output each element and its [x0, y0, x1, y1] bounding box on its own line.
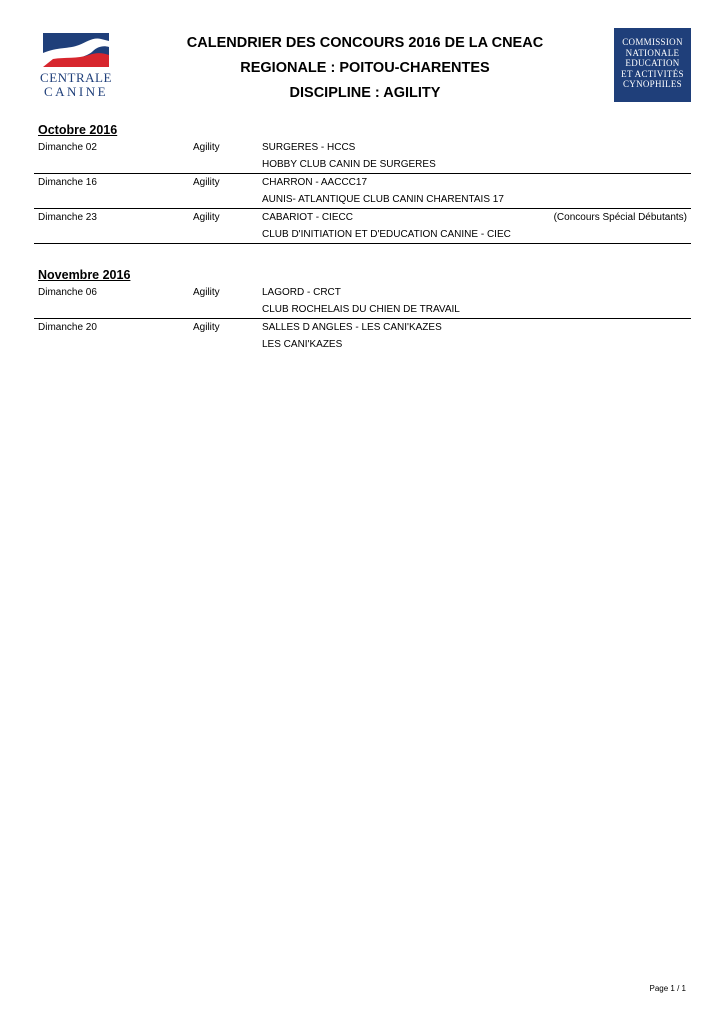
event-club: CLUB ROCHELAIS DU CHIEN DE TRAVAIL: [262, 304, 460, 315]
event-row: [34, 209, 691, 226]
month-heading-november: Novembre 2016: [38, 268, 131, 282]
cneac-line-3: EDUCATION: [625, 58, 680, 69]
event-date: Dimanche 16: [38, 177, 97, 188]
event-location: CABARIOT - CIECC: [262, 212, 353, 223]
title-line-3: DISCIPLINE : AGILITY: [289, 85, 441, 101]
cneac-line-4: ET ACTIVITÉS: [621, 68, 684, 79]
event-note: (Concours Spécial Débutants): [553, 212, 687, 223]
event-row: [34, 301, 691, 318]
event-row: [34, 174, 691, 191]
event-entry: [34, 284, 691, 319]
event-club: LES CANI'KAZES: [262, 339, 343, 350]
event-location: SALLES D ANGLES - LES CANI'KAZES: [262, 322, 442, 333]
dog-emblem-icon: [43, 33, 109, 67]
event-row: [34, 226, 691, 243]
event-club: AUNIS- ATLANTIQUE CLUB CANIN CHARENTAIS 17: [262, 194, 504, 205]
logo-line-1: CENTRALE: [40, 70, 112, 85]
cneac-line-1: COMMISSION: [622, 37, 683, 47]
event-entry: [34, 319, 691, 353]
event-discipline: Agility: [193, 212, 220, 223]
event-club: HOBBY CLUB CANIN DE SURGERES: [262, 159, 436, 170]
event-entry: [34, 209, 691, 244]
event-club: CLUB D'INITIATION ET D'EDUCATION CANINE - CIEC: [262, 229, 511, 240]
logo-line-2: CANINE: [43, 84, 109, 99]
event-row: [34, 336, 691, 353]
event-entry: [34, 139, 691, 174]
logo-wordmark: [40, 71, 112, 99]
event-discipline: Agility: [193, 322, 220, 333]
event-location: LAGORD - CRCT: [262, 287, 341, 298]
event-date: Dimanche 06: [38, 287, 97, 298]
event-row: [34, 191, 691, 208]
event-date: Dimanche 02: [38, 142, 97, 153]
month-heading-october: Octobre 2016: [38, 123, 118, 137]
title-line-2: REGIONALE : POITOU-CHARENTES: [240, 60, 490, 76]
event-row: [34, 156, 691, 173]
event-location: SURGERES - HCCS: [262, 142, 356, 153]
event-discipline: Agility: [193, 177, 220, 188]
event-date: Dimanche 23: [38, 212, 97, 223]
event-row: [34, 139, 691, 156]
calendar-content: [34, 118, 691, 353]
event-row: [34, 284, 691, 301]
cneac-logo: [614, 28, 691, 102]
event-location: CHARRON - AACCC17: [262, 177, 368, 188]
title-line-1: CALENDRIER DES CONCOURS 2016 DE LA CNEAC: [186, 35, 544, 51]
cneac-line-2: NATIONALE: [625, 47, 680, 58]
page-number: Page 1 / 1: [649, 984, 686, 993]
event-entry: [34, 174, 691, 209]
event-row: [34, 319, 691, 336]
cneac-line-5: CYNOPHILES: [622, 79, 682, 90]
event-discipline: Agility: [193, 142, 220, 153]
event-date: Dimanche 20: [38, 322, 97, 333]
document-title: [150, 31, 580, 106]
event-discipline: Agility: [193, 287, 220, 298]
centrale-canine-logo: [40, 33, 112, 99]
